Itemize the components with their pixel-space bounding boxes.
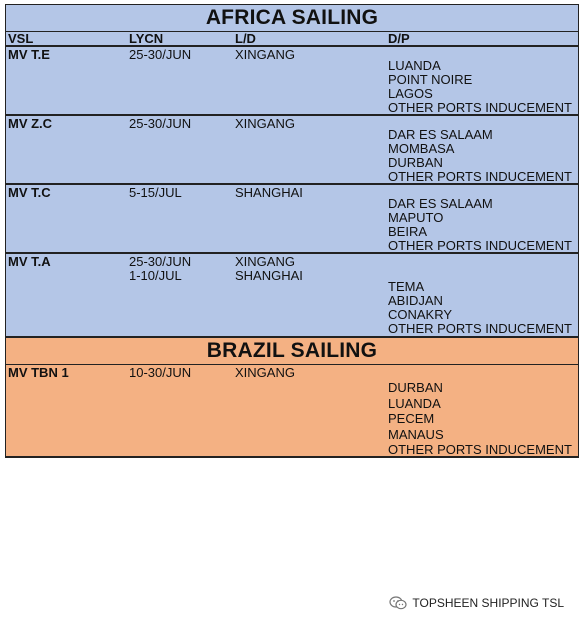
wechat-icon <box>389 596 407 610</box>
loading-port <box>235 186 303 200</box>
laycan-value: 10-30/JUN <box>129 365 192 380</box>
loading-port <box>235 48 295 62</box>
discharge-ports <box>388 128 572 184</box>
loading-port <box>235 366 295 380</box>
header-dp: D/P <box>388 31 410 46</box>
discharge-port: OTHER PORTS INDUCEMENT <box>388 169 572 184</box>
laycan-value: 1-10/JUL <box>129 268 182 283</box>
table-row <box>6 47 578 116</box>
discharge-port: BEIRA <box>388 224 428 239</box>
table-row <box>6 185 578 254</box>
discharge-ports <box>388 280 572 336</box>
discharge-port: OTHER PORTS INDUCEMENT <box>388 321 572 336</box>
discharge-port: MANAUS <box>388 426 444 442</box>
discharge-port: LAGOS <box>388 86 433 101</box>
laycan <box>129 48 191 62</box>
loading-port-value: XINGANG <box>235 365 295 380</box>
laycan <box>129 186 182 200</box>
laycan-value: 25-30/JUN <box>129 254 192 269</box>
header-lycn: LYCN <box>129 31 164 46</box>
vessel-name: MV TBN 1 <box>8 365 69 380</box>
discharge-port: ABIDJAN <box>388 293 443 308</box>
loading-port-value: XINGANG <box>235 116 295 131</box>
discharge-port: DAR ES SALAAM <box>388 127 493 142</box>
laycan-value: 5-15/JUL <box>129 185 182 200</box>
discharge-port: DAR ES SALAAM <box>388 196 493 211</box>
loading-port <box>235 255 303 283</box>
laycan-value: 25-30/JUN <box>129 116 192 131</box>
discharge-port: MOMBASA <box>388 141 455 156</box>
discharge-port: OTHER PORTS INDUCEMENT <box>388 442 572 457</box>
discharge-port: LUANDA <box>388 58 441 73</box>
loading-port-value: XINGANG <box>235 47 295 62</box>
header-ld: L/D <box>235 31 256 46</box>
discharge-ports <box>388 380 572 458</box>
discharge-port: DURBAN <box>388 155 443 170</box>
vessel-name: MV T.C <box>8 185 51 200</box>
brazil-sailing-title: BRAZIL SAILING <box>6 338 578 365</box>
laycan-value: 25-30/JUN <box>129 47 192 62</box>
loading-port-value: SHANGHAI <box>235 185 303 200</box>
vessel-name: MV T.E <box>8 47 50 62</box>
watermark <box>389 596 564 610</box>
discharge-port: OTHER PORTS INDUCEMENT <box>388 238 572 253</box>
sailing-schedule-table <box>5 4 579 458</box>
loading-port-value: SHANGHAI <box>235 268 303 283</box>
laycan <box>129 366 191 380</box>
watermark-label: TOPSHEEN SHIPPING TSL <box>412 596 564 610</box>
laycan <box>129 255 191 283</box>
column-header-row <box>6 32 578 47</box>
laycan <box>129 117 191 131</box>
vessel-name: MV T.A <box>8 254 51 269</box>
table-row <box>6 254 578 338</box>
discharge-ports <box>388 59 572 115</box>
discharge-port: LUANDA <box>388 395 441 411</box>
africa-sailing-title: AFRICA SAILING <box>6 5 578 32</box>
discharge-port: POINT NOIRE <box>388 72 473 87</box>
discharge-port: DURBAN <box>388 380 443 395</box>
discharge-port: OTHER PORTS INDUCEMENT <box>388 100 572 115</box>
discharge-port: CONAKRY <box>388 307 453 322</box>
discharge-port: MAPUTO <box>388 210 444 225</box>
vessel-name: MV Z.C <box>8 116 53 131</box>
loading-port-value: XINGANG <box>235 254 295 269</box>
discharge-ports <box>388 197 572 253</box>
discharge-port: PECEM <box>388 411 435 426</box>
table-row <box>6 116 578 185</box>
header-vsl: VSL <box>8 31 34 46</box>
loading-port <box>235 117 295 131</box>
table-row <box>6 365 578 458</box>
discharge-port: TEMA <box>388 279 425 294</box>
